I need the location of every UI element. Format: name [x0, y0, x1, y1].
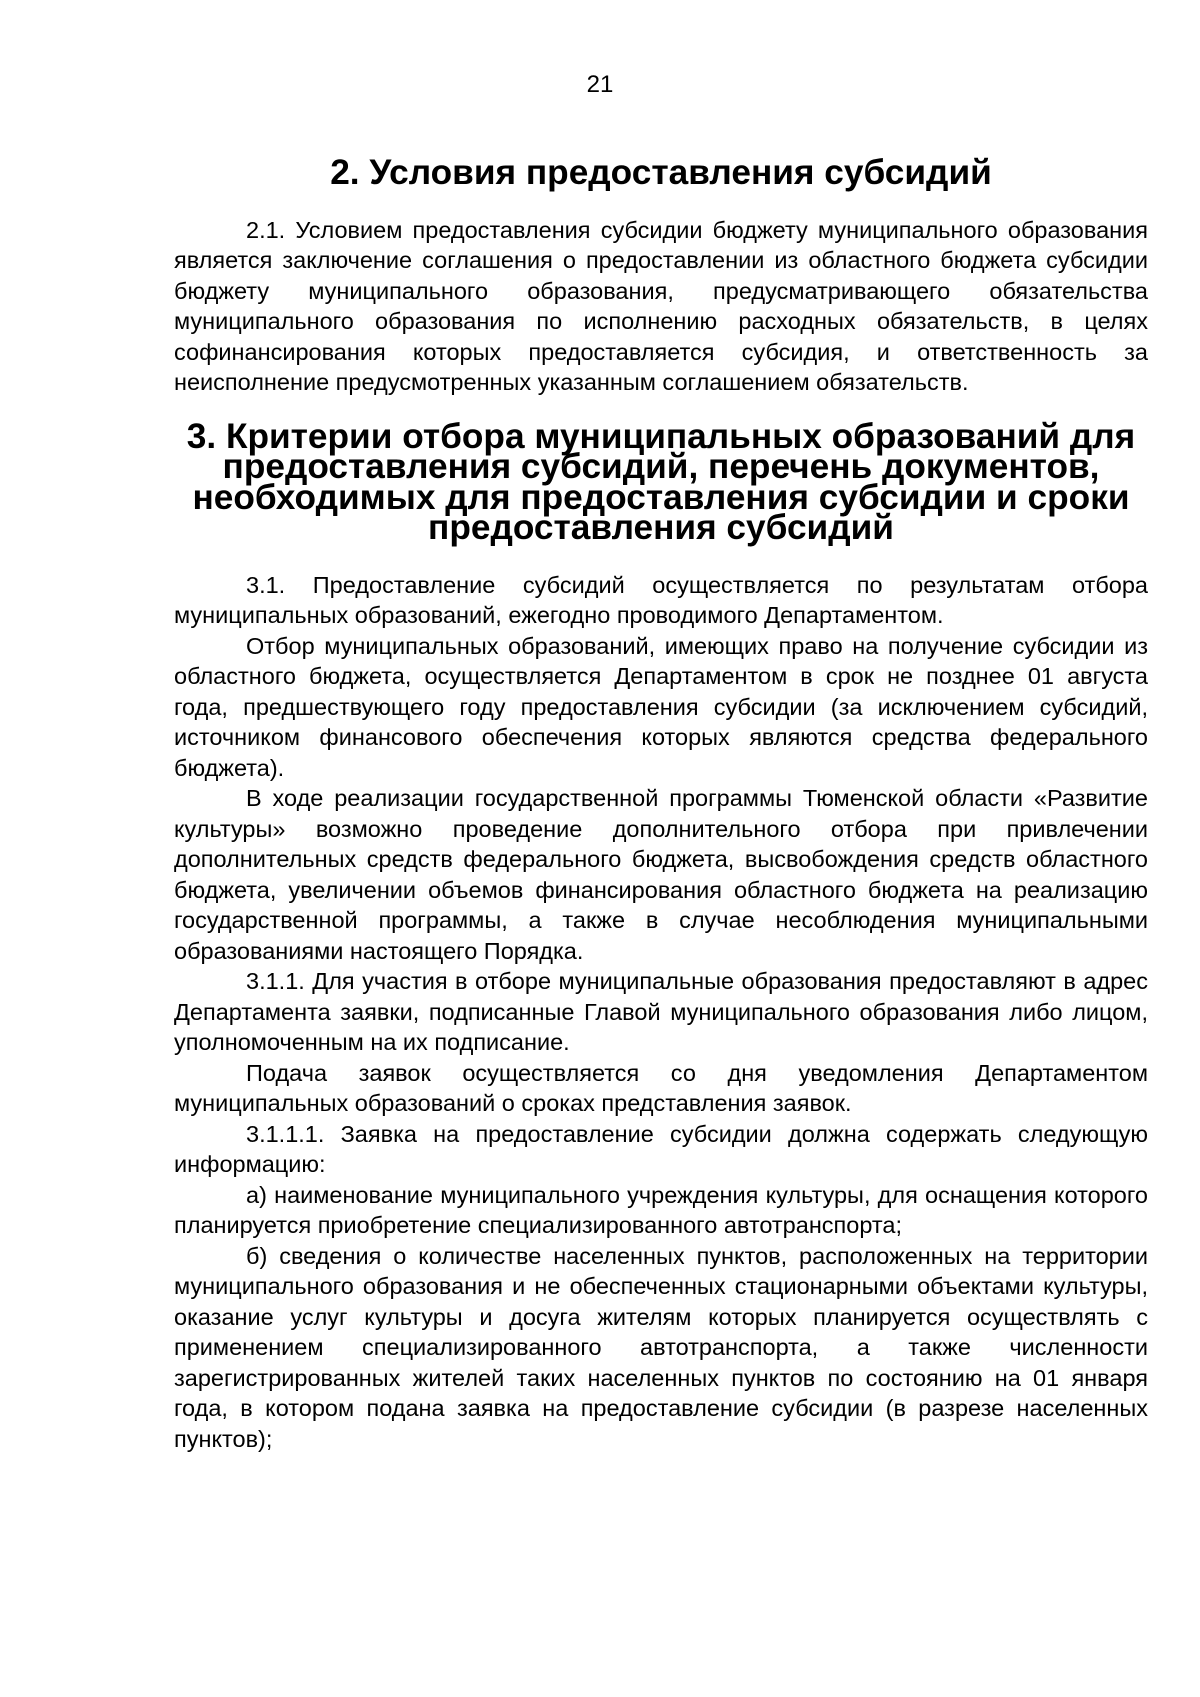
section-3-heading: 3. Критерии отбора муниципальных образований для предоставления субсидий, перечень документов, необходимых для предоставления субсидии и сроки предоставления субсидий: [186, 416, 1136, 547]
list-item-a: а) наименование муниципального учреждения культуры, для оснащения которого планируется приобретение специализированного автотранспорта;: [174, 1181, 1148, 1238]
list-item-b: б) сведения о количестве населенных пунктов, расположенных на территории муниципального образования и не обеспеченных стационарными объектами культуры, оказание услуг культуры и досуга жителям которых планируется осуществлять с применением специализированного автотранспорта, а также численности зарегистрированных жителей таких населенных пунктов по состоянию на 01 января года, в котором подана заявка на предоставление субсидии (в разрезе населенных пунктов);: [174, 1242, 1148, 1452]
paragraph-selection-deadline: Отбор муниципальных образований, имеющих право на получение субсидии из областного бюджета, осуществляется Департаментом в срок не позднее 01 августа года, предшествующего году предоставления субсидии (за исключением субсидий, источником финансового обеспечения которых являются средства федерального бюджета).: [174, 632, 1148, 781]
paragraph-application-submission: Подача заявок осуществляется со дня уведомления Департаментом муниципальных образований о сроках представления заявок.: [174, 1059, 1148, 1116]
paragraph-3-1: 3.1. Предоставление субсидий осуществляется по результатам отбора муниципальных образований, ежегодно проводимого Департаментом.: [174, 571, 1148, 628]
paragraph-3-1-1-1: 3.1.1.1. Заявка на предоставление субсидии должна содержать следующую информацию:: [174, 1120, 1148, 1177]
page-number: 21: [586, 71, 614, 98]
paragraph-3-1-1: 3.1.1. Для участия в отборе муниципальные образования предоставляют в адрес Департамента заявки, подписанные Главой муниципального образования либо лицом, уполномоченным на их подписание.: [174, 968, 1148, 1055]
paragraph-2-1: 2.1. Условием предоставления субсидии бюджету муниципального образования является заключение соглашения о предоставлении из областного бюджета субсидии бюджету муниципального образования, предусматривающего обязательства муниципального образования по исполнению расходных обязательств, в целях софинансирования которых предоставляется субсидия, и ответственность за неисполнение предусмотренных указанным соглашением обязательств.: [174, 216, 1148, 395]
section-2-heading: 2. Условия предоставления субсидий: [330, 153, 992, 192]
paragraph-additional-selection: В ходе реализации государственной программы Тюменской области «Развитие культуры» возможно проведение дополнительного отбора при привлечении дополнительных средств федерального бюджета, высвобождения средств областного бюджета, увеличении объемов финансирования областного бюджета на реализацию государственной программы, а также в случае несоблюдения муниципальными образованиями настоящего Порядка.: [174, 785, 1148, 964]
document-body: [174, 153, 1148, 1454]
